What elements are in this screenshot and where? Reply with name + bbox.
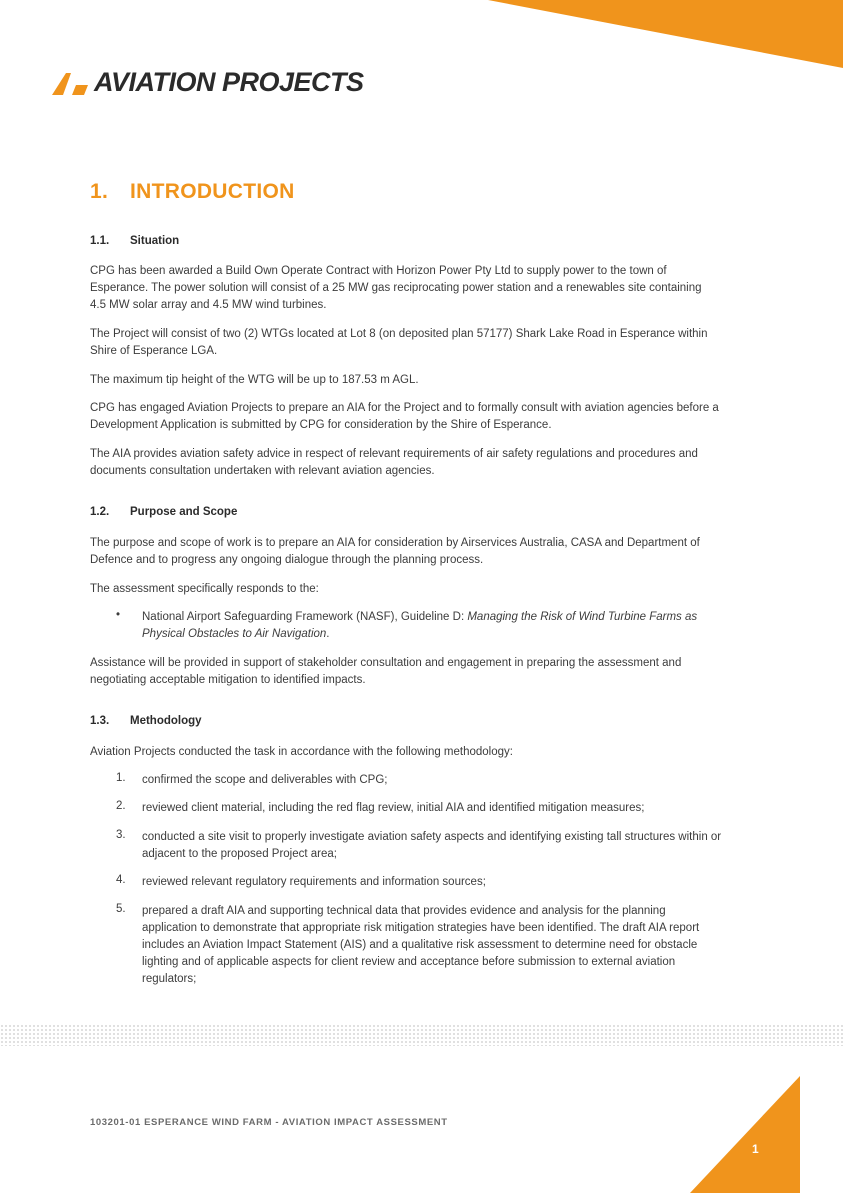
paragraph: Assistance will be provided in support of stakeholder consultation and engagement in preparing the assessment and negotiating acceptable mitigation to identified impacts. xyxy=(90,657,682,686)
paragraph: The purpose and scope of work is to prepare an AIA for consideration by Airservices Australia, CASA and Department of Defence and to progress any ongoing dialogue through the planning process. xyxy=(90,537,700,566)
logo-text: AVIATION PROJECTS xyxy=(94,66,364,97)
footer-document-title: 103201-01 ESPERANCE WIND FARM - AVIATION IMPACT ASSESSMENT xyxy=(90,1117,448,1128)
section-heading xyxy=(90,180,295,204)
subsection-heading-purpose xyxy=(90,506,237,518)
list-item-number: 2. xyxy=(116,800,126,812)
list-item: conducted a site visit to properly investigate aviation safety aspects and identifying existing tall structures within or adjacent to the proposed Project area; xyxy=(142,831,722,860)
page-number: 1 xyxy=(752,1142,759,1156)
paragraph: The Project will consist of two (2) WTGs located at Lot 8 (on deposited plan 57177) Shark Lake Road in Esperance within Shire of Esperance LGA. xyxy=(90,328,708,357)
list-item: prepared a draft AIA and supporting technical data that provides evidence and analysis for the planning application to demonstrate that appropriate risk mitigation strategies have been identified. The draft AIA report includes an Aviation Impact Statement (AIS) and a qualitative risk assessment to determine need for obstacle lighting and of applicable aspects for client review and acceptance before submission to external aviation regulators; xyxy=(142,905,700,985)
list-item: reviewed client material, including the red flag review, initial AIA and identified mitigation measures; xyxy=(142,802,645,814)
subsection-heading-situation xyxy=(90,235,179,247)
list-item-number: 4. xyxy=(116,874,126,886)
paragraph: Aviation Projects conducted the task in accordance with the following methodology: xyxy=(90,746,513,758)
subsection-number: 1.3. xyxy=(90,715,110,727)
subsection-number: 1.2. xyxy=(90,506,110,518)
list-item: confirmed the scope and deliverables with CPG; xyxy=(142,774,388,786)
subsection-heading-methodology xyxy=(90,715,202,727)
section-title: INTRODUCTION xyxy=(130,180,295,203)
logo-mark-icon xyxy=(52,69,88,95)
paragraph: CPG has been awarded a Build Own Operate Contract with Horizon Power Pty Ltd to supply power to the town of Esperance. The power solution will consist of a 25 MW gas reciprocating power station and a renewables site containing 4.5 MW solar array and 4.5 MW wind turbines. xyxy=(90,265,702,311)
bullet-symbol: • xyxy=(116,609,121,621)
list-item: reviewed relevant regulatory requirements and information sources; xyxy=(142,876,486,888)
paragraph: The AIA provides aviation safety advice in respect of relevant requirements of air safety regulations and procedures and documents consultation undertaken with relevant aviation agencies. xyxy=(90,448,698,477)
subsection-title: Situation xyxy=(130,235,180,247)
list-item-number: 5. xyxy=(116,903,126,915)
bullet-text: National Airport Safeguarding Framework (NASF), Guideline D: xyxy=(142,611,468,623)
paragraph: The assessment specifically responds to the: xyxy=(90,583,319,595)
bullet-text-italic: Managing the Risk of Wind Turbine Farms as Physical Obstacles to Air Navigation xyxy=(142,611,698,640)
header-accent-shape xyxy=(0,0,843,70)
bullet-text-end: . xyxy=(326,628,330,640)
list-item-number: 1. xyxy=(116,772,126,784)
paragraph: CPG has engaged Aviation Projects to prepare an AIA for the Project and to formally consult with aviation agencies before a Development Application is submitted by CPG for consideration by the Shire of Esperance. xyxy=(90,402,719,431)
footer-dot-pattern xyxy=(0,1024,843,1046)
subsection-number: 1.1. xyxy=(90,235,110,247)
section-number: 1. xyxy=(90,180,109,203)
paragraph: The maximum tip height of the WTG will be up to 187.53 m AGL. xyxy=(90,374,419,386)
company-logo xyxy=(52,64,364,100)
subsection-title: Methodology xyxy=(130,715,202,727)
subsection-title: Purpose and Scope xyxy=(130,506,238,518)
bullet-item xyxy=(142,609,722,643)
list-item-number: 3. xyxy=(116,829,126,841)
footer-accent-shape xyxy=(690,1076,843,1193)
